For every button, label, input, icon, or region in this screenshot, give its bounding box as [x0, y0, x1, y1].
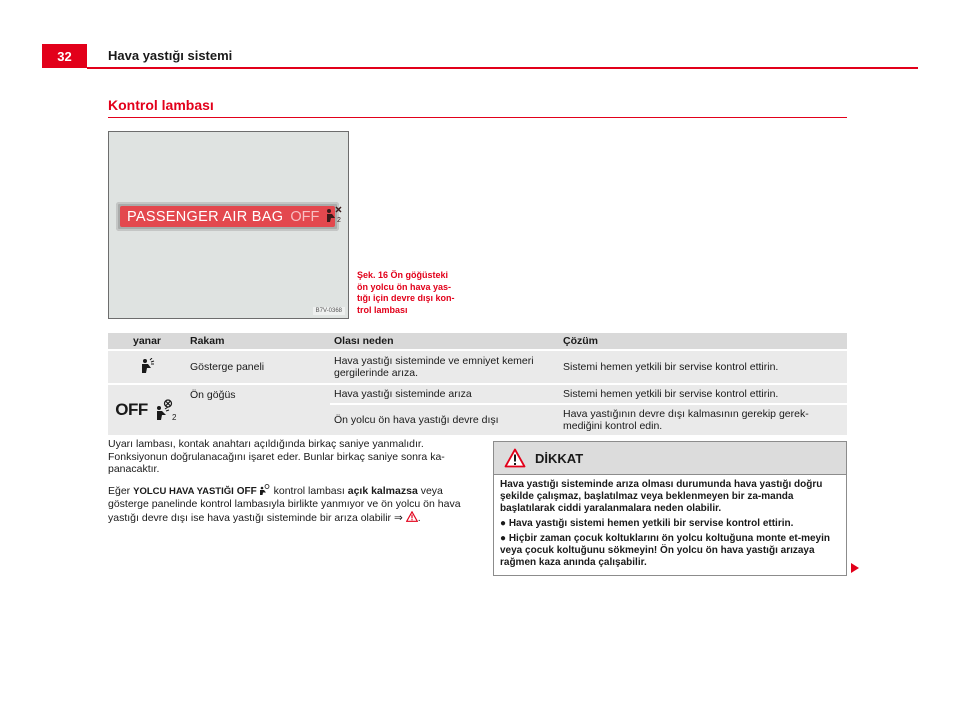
svg-text:2: 2 — [337, 216, 342, 223]
warning-paragraph: Hava yastığı sisteminde arıza olması durumunda hava yastığı doğru şekilde çalışmaz, başlatılmaz veya beklenmeyen bir za-manda başlatılarak ciddi yaralanmalara neden olabilir. — [500, 479, 823, 514]
warning-header — [494, 442, 846, 475]
text: Eğer — [108, 484, 134, 497]
running-title: Hava yastığı sistemi — [108, 48, 233, 63]
svg-text:2: 2 — [171, 413, 177, 421]
bullet-icon: ● — [500, 533, 507, 544]
figure-code: B7V-0368 — [313, 307, 345, 315]
cell-cozum: Sistemi hemen yetkili bir servise kontrol ettirin. — [559, 384, 847, 404]
off-label: OFF — [236, 485, 257, 497]
cell-neden: Hava yastığı sisteminde ve emniyet kemeri gergilerinde arıza. — [330, 350, 559, 384]
panel-label: PASSENGER AIR BAG — [127, 208, 284, 225]
col-header-yanar: yanar — [108, 333, 186, 350]
caption-line: ön yolcu ön hava yas- — [357, 281, 452, 292]
caption-line: tığı için devre dışı kon- — [357, 293, 455, 303]
page-number: 32 — [42, 44, 87, 68]
airbag-warning-icon — [108, 350, 186, 384]
warning-lamp-table — [108, 333, 847, 435]
warning-bullet — [500, 518, 840, 530]
paragraph — [108, 484, 468, 525]
warning-triangle-icon — [406, 511, 418, 522]
panel-off-label: OFF — [290, 208, 320, 225]
cell-rakam: Gösterge paneli — [186, 350, 330, 384]
caption-line: trol lambası — [357, 304, 408, 315]
table-row — [108, 350, 847, 384]
figure-warning-lamp — [108, 131, 349, 319]
col-header-rakam: Rakam — [186, 333, 330, 350]
text: kontrol lambası — [270, 484, 348, 497]
warning-bullet — [500, 533, 840, 569]
paragraph: Uyarı lambası, kontak anahtarı açıldığında birkaç saniye yanmalıdır. Fonksiyonun doğrulanacağını işaret eder. Bunlar birkaç saniye sonra ka-panacaktır. — [108, 438, 445, 475]
bullet-icon: ● — [500, 518, 507, 529]
passenger-airbag-off-icon — [323, 206, 343, 228]
section-rule — [108, 117, 847, 118]
next-page-arrow-icon — [851, 563, 859, 573]
text: veya gösterge panelinde kontrol lambasıyla birlikte yanmıyor ve ön yolcu ön hava yastığı devre dışı ise hava yastığı sisteminde bir arıza olabilir ⇒ — [108, 484, 461, 524]
text: . — [417, 511, 421, 524]
airbag-off-panel — [116, 202, 342, 231]
warning-body — [494, 475, 846, 569]
cell-rakam: Ön göğüs — [186, 384, 330, 435]
warning-box — [493, 441, 847, 576]
passenger-airbag-off-icon — [259, 484, 271, 495]
col-header-neden: Olası neden — [330, 333, 559, 350]
bullet-text: Hiçbir zaman çocuk koltuklarını ön yolcu koltuğuna monte et-meyin veya çocuk koltuğunu sökmeyin! Ön yolcu ön hava yastığı arızaya rağmen kaza anında çalışabilir. — [500, 533, 830, 568]
cell-neden: Ön yolcu ön hava yastığı devre dışı — [330, 404, 559, 435]
col-header-cozum: Çözüm — [559, 333, 847, 350]
warning-triangle-icon — [504, 448, 526, 468]
section-title: Kontrol lambası — [108, 97, 214, 113]
cell-cozum: Sistemi hemen yetkili bir servise kontrol ettirin. — [559, 350, 847, 384]
indicator-label: YOLCU HAVA YASTIĞI — [133, 485, 234, 497]
figure-caption — [357, 270, 469, 316]
caption-line: Şek. 16 Ön göğüsteki — [357, 270, 449, 280]
bullet-text: Hava yastığı sistemi hemen yetkili bir servise kontrol ettirin. — [508, 518, 794, 529]
table-row — [108, 384, 847, 404]
off-label: OFF — [115, 400, 148, 419]
body-text — [108, 438, 468, 532]
header-rule — [87, 67, 918, 69]
cell-cozum: Hava yastığının devre dışı kalmasının gerekip gerek- mediğini kontrol edin. — [559, 404, 847, 435]
passenger-airbag-off-icon — [108, 384, 186, 435]
emphasis-text: açık kalmazsa — [347, 484, 418, 497]
cell-neden: Hava yastığı sisteminde arıza — [330, 384, 559, 404]
warning-title: DİKKAT — [535, 450, 584, 466]
